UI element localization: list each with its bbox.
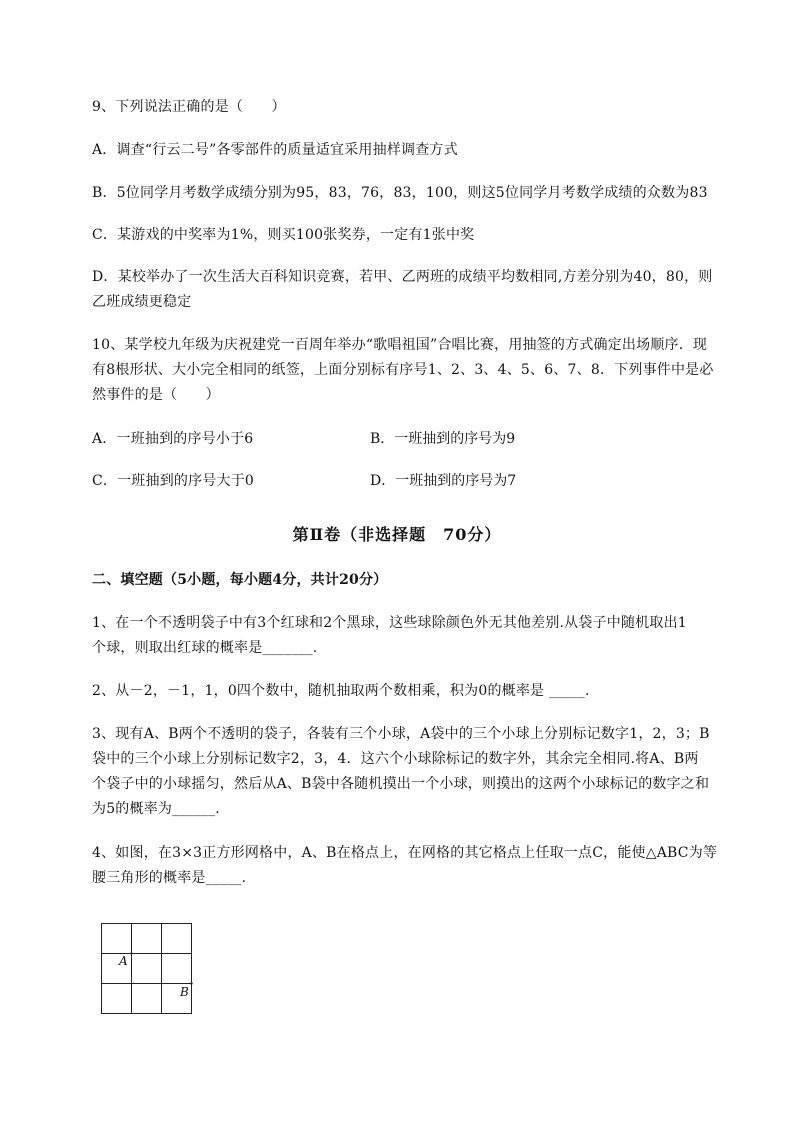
fill3-line2: 袋中的三个小球上分别标记数字2，3，4．这六个小球除标记的数字外，其余完全相同.将A、B两	[92, 751, 699, 767]
grid-lines	[101, 923, 193, 1015]
fill1-line2: 个球，则取出红球的概率是_______.	[92, 640, 318, 656]
point-b-label: B	[180, 985, 189, 999]
fill4-line2: 腰三角形的概率是_____.	[92, 870, 247, 886]
fill3-line3: 个袋子中的小球摇匀，然后从A、B袋中各随机摸出一个小球，则摸出的这两个小球标记的数字之和	[92, 776, 710, 792]
fill3-line4: 为5的概率为______.	[92, 801, 220, 817]
q9-option-d-line1: D．某校举办了一次生活大百科知识竞赛，若甲、乙两班的成绩平均数相同,方差分别为40，80，则	[92, 269, 713, 285]
q9-option-a: A．调查“行云二号”各零部件的质量适宜采用抽样调查方式	[92, 142, 458, 158]
q9-option-b: B．5位同学月考数学成绩分别为95，83，76，83，100，则这5位同学月考数学成绩的众数为83	[92, 185, 708, 201]
q9-stem: 9、下列说法正确的是（ ）	[92, 99, 286, 115]
grid-figure	[101, 923, 193, 1015]
point-a-label: A	[119, 954, 128, 968]
fill-in-heading: 二、填空题（5小题，每小题4分，共计20分）	[92, 572, 388, 588]
fill4-line1: 4、如图，在3×3正方形网格中，A、B在格点上，在网格的其它格点上任取一点C，能使△ABC为等	[92, 845, 718, 861]
fill2-line1: 2、从－2，－1，1，0四个数中，随机抽取两个数相乘，积为0的概率是 _____.	[92, 683, 590, 699]
q10-stem-line2: 有8根形状、大小完全相同的纸签，上面分别标有序号1、2、3、4、5、6、7、8．下列事件中是必	[92, 362, 714, 378]
fill1-line1: 1、在一个不透明袋子中有3个红球和2个黑球，这些球除颜色外无其他差别.从袋子中随机取出1	[92, 615, 687, 631]
q10-stem-line3: 然事件的是（ ）	[92, 387, 220, 403]
q9-option-c: C．某游戏的中奖率为1%，则买100张奖券，一定有1张中奖	[92, 227, 475, 243]
part2-title: 第Ⅱ卷（非选择题 70分）	[292, 525, 502, 544]
q10-option-c: C．一班抽到的序号大于0	[92, 473, 255, 489]
point-b	[190, 982, 192, 984]
q9-option-d-line2: 乙班成绩更稳定	[92, 294, 192, 310]
q10-option-b: B．一班抽到的序号为9	[370, 431, 516, 447]
q10-option-d: D．一班抽到的序号为7	[370, 473, 517, 489]
q10-option-a: A．一班抽到的序号小于6	[92, 431, 254, 447]
point-a	[130, 952, 132, 954]
fill3-line1: 3、现有A、B两个不透明的袋子，各装有三个小球，A袋中的三个小球上分别标记数字1，2，3；B	[92, 726, 710, 742]
q10-stem-line1: 10、某学校九年级为庆祝建党一百周年举办“歌唱祖国”合唱比赛，用抽签的方式确定出场顺序．现	[92, 337, 708, 353]
